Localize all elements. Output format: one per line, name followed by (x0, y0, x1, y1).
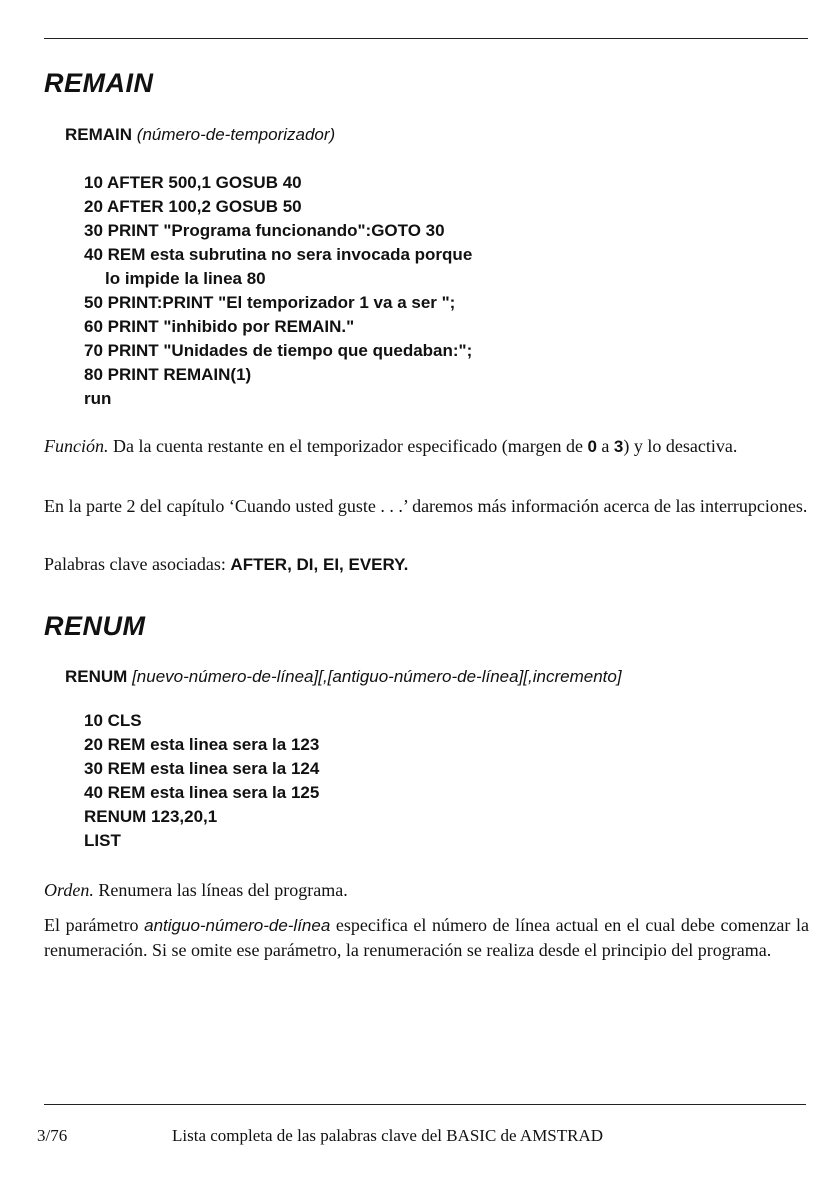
running-footer-title: Lista completa de las palabras clave del BASIC de AMSTRAD (172, 1126, 604, 1145)
code-line: lo impide la linea 80 (105, 269, 266, 288)
code-line: RENUM 123,20,1 (84, 807, 218, 826)
code-line: 10 AFTER 500,1 GOSUB 40 (84, 173, 302, 192)
related-keywords-list: AFTER, DI, EI, EVERY. (230, 555, 409, 574)
related-keywords: Palabras clave asociadas: AFTER, DI, EI, EVERY. (44, 554, 409, 574)
syntax-renum (65, 667, 622, 687)
code-line: 10 CLS (84, 711, 142, 730)
description-lead: Orden. (44, 880, 94, 900)
code-line: run (84, 389, 112, 408)
page-number: 3/76 (37, 1126, 68, 1145)
syntax-keyword: RENUM (65, 667, 128, 686)
code-line: 20 AFTER 100,2 GOSUB 50 (84, 197, 302, 216)
code-line: 60 PRINT "inhibido por REMAIN." (84, 317, 355, 336)
bottom-rule (44, 1104, 806, 1105)
syntax-arguments: [nuevo-número-de-línea][,[antiguo-número-de-línea][,incremento] (132, 667, 622, 686)
code-example-renum (84, 709, 319, 853)
syntax-arguments: (número-de-temporizador) (136, 125, 336, 144)
code-line: 40 REM esta subrutina no sera invocada porque (84, 245, 473, 264)
code-line: 50 PRINT:PRINT "El temporizador 1 va a ser "; (84, 293, 456, 312)
description-lead: Función. (44, 436, 109, 456)
section-heading-renum: RENUM (44, 611, 146, 641)
syntax-remain (65, 125, 335, 145)
code-line: 30 PRINT "Programa funcionando":GOTO 30 (84, 221, 445, 240)
parameter-paragraph: El parámetro antiguo-número-de-línea especifica el número de línea actual en el cual debe comenzar la renumeración. Si se omite ese parámetro, la renumeración se realiza desde el principio del programa. (44, 915, 809, 960)
parameter-name: antiguo-número-de-línea (144, 916, 331, 935)
code-line: 80 PRINT REMAIN(1) (84, 365, 252, 384)
code-line: 20 REM esta linea sera la 123 (84, 735, 320, 754)
top-rule (44, 38, 808, 39)
code-line: 40 REM esta linea sera la 125 (84, 783, 320, 802)
syntax-keyword: REMAIN (65, 125, 133, 144)
note-paragraph: En la parte 2 del capítulo ‘Cuando usted guste . . .’ daremos más información acerca de las interrupciones. (44, 496, 808, 516)
code-line: LIST (84, 831, 121, 850)
code-line: 70 PRINT "Unidades de tiempo que quedaban:"; (84, 341, 473, 360)
section-heading-remain: REMAIN (44, 68, 154, 98)
description-remain: Función. Da la cuenta restante en el temporizador especificado (margen de 0 a 3) y lo desactiva. (44, 436, 738, 456)
code-example-remain (84, 171, 472, 411)
description-renum: Orden. Renumera las líneas del programa. (44, 880, 348, 900)
code-line: 30 REM esta linea sera la 124 (84, 759, 320, 778)
